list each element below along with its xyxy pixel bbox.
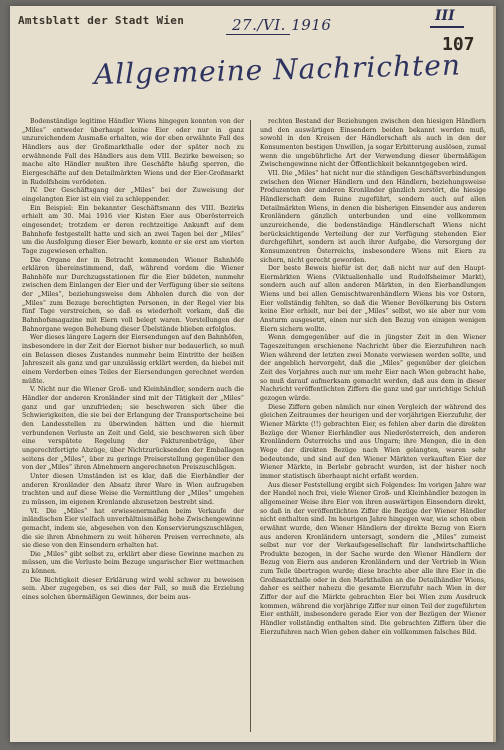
text-columns bbox=[10, 118, 496, 734]
paragraph: Ein Beispiel: Ein bekannter Geschäftsmann des VIII. Bezirks erhielt am 30. Mai 1916 vier Kisten Eier aus Oberösterreich eingesendet; trotzdem er deren rechtzeitige Ankunft auf dem Bahnhofe festgestellt hatte und sich an zwei Tagen bei der „Miles“ um die Ausfolgung dieser Eier bewarb, konnte er sie erst am vierten Tage zugewiesen erhalten. bbox=[22, 204, 244, 255]
paragraph: VII. Die „Miles“ hat nicht nur die ständigen Geschäftsverbindungen zwischen den Wiener Händlern und den Händlern, beziehungsweise Produzenten der anderen Kronländer gänzlich zerstört, die hiesige Händlerschaft dem Ruine zugeführt, sondern auch auf allen Detailmärkten Wiens, in denen die bisherigen Einsender aus anderen Kronländern gänzlich unterbunden und eine vollkommen unzureichende, die bodenständige Händlerschaft Wiens nicht berücksichtigende Verteilung der zur Verfügung stehenden Eier durchgeführt, sondern ist auch ihrer Aufgabe, die Versorgung der Konsumzentren Österreichs, insbesondere Wiens mit Eiern zu sichern, nicht gerecht geworden. bbox=[260, 169, 486, 264]
paragraph: Der beste Beweis hiefür ist der, daß nicht nur auf den Haupt-Eiermärkten Wiens (Viktualienhalle und Rudolfsheimer Markt), sondern auch auf allen anderen Märkten, in den Eierhandlungen Wiens und bei allen Gemischtwarenhändlern Wiens bis vor Ostern, Eier vollständig fehlten, so daß die Wiener Bevölkerung bis Ostern keine Eier erhielt, nur bei der „Miles“ selbst, wo sie aber nur vom Ansturm ausgesetzt, einen nur sich den Bezug von einigen wenigen Eiern sichern wollte. bbox=[260, 265, 486, 333]
paragraph: Die Richtigkeit dieser Erklärung wird wohl schwer zu beweisen sein. Aber zugegeben, es sei dies der Fall, so muß die Erzielung eines solchen übermäßigen Gewinnes, der beim aus- bbox=[22, 576, 244, 602]
paragraph: IV. Der Geschäftsgang der „Miles“ bei der Zuweisung der eingelangten Eier ist ein viel zu schleppender. bbox=[22, 187, 244, 203]
paragraph: Wenn demgegenüber auf die in jüngster Zeit in den Wiener Tageszeitungen erschienene Nachricht über die Eierzufuhren nach Wien während der letzten zwei Monate verwiesen werden sollte, und der angeblich hervorgeht, daß die „Miles“ gegenüber der gleichen Zeit des Vorjahres auch nur um mehr Eier nach Wien gebracht habe, so muß darauf aufmerksam gemacht werden, daß aus dem in dieser Nachricht veröffentlichten Ziffern die ganz und gar unrichtige Schluß gezogen würde. bbox=[260, 334, 486, 402]
paragraph: Bodenständige legitime Händler Wiens hingegen konnten von der „Miles“ entweder überhaupt keine Eier oder nur in ganz unzureichendem Ausmaße erhalten, wie der eben erwähnte Fall des Händlers aus der Großmarkthalle oder der später noch zu erwähnende Fall des Händlers aus dem VIII. Bezirke beweisen; so mache alte Händler mußten ihre Geschäfte häufig sperren, die Eiergeschäfte auf den Detailmärkten Wiens und der Eier-Großmarkt in Rudolfsheim verödeten. bbox=[22, 118, 244, 186]
left-column bbox=[22, 118, 244, 734]
paragraph: Die „Miles“ gibt selbst zu, erklärt aber diese Gewinne machen zu müssen, um die Verluste beim Bezuge ungarischer Eier wettmachen zu können. bbox=[22, 550, 244, 576]
volume-underline bbox=[430, 26, 464, 28]
volume-number: III bbox=[435, 8, 455, 24]
handwritten-title: Allgemeine Nachrichten bbox=[93, 48, 462, 91]
paragraph: Die Organe der in Betracht kommenden Wiener Bahnhöfe erklären übereinstimmend, daß, während vordem die Wiener Bahnhöfe nur Durchzugsstationen für die Eier bildeten, nunmehr zwischen dem Einlangen der Eier und der Verfügung über sie seitens der „Miles“, beziehungsweise dem Abholen durch die von der „Miles“ zum Bezuge berechtigten Personen, in der Regel vier bis fünf Tage verstreichen, so daß es wiederholt vorkam, daß die Bahnhofsmagazine mit Eiern voll belegt waren. Vorstellungen der Bahnorgane wegen Behebung dieser Übelstände blieben erfolglos. bbox=[22, 256, 244, 333]
paragraph: Wer dieses längere Lagern der Eiersendungen auf den Bahnhöfen, insbesondere in der Zeit der Eiernot bisher nur bedauerlich, so muß ein Belassen dieses Zustandes nunmehr beim Eintritte der heißen Jahreszeit als ganz und gar unzulässig erklärt werden, da hiebei mit einem Verderben eines Teiles der Eiersendungen gerechnet werden müßte. bbox=[22, 334, 244, 385]
paragraph: Unter diesen Umständen ist es klar, daß die Eierhändler der anderen Kronländer den Absatz ihrer Ware in Wien aufzugeben trachten und auf diese Weise die Vermittlung der „Miles“ umgehen zu müssen, im eigenen Kronlande abzusetzen bestrebt sind. bbox=[22, 472, 244, 506]
paragraph: VI. Die „Miles“ hat erwiesenermaßen beim Verkaufe der inländischen Eier vielfach unverhältnismäßig hohe Zwischengewinne gemacht, indem sie, abgesehen von den Konservierungszuschlägen, die sie ihren Abnehmern zu weit höheren Preisen verrechnete, als sie diese von den Einsendern erhalten hat. bbox=[22, 507, 244, 550]
masthead: Amtsblatt der Stadt Wien bbox=[18, 14, 185, 27]
page-header bbox=[10, 6, 496, 116]
right-column bbox=[260, 118, 486, 734]
column-divider bbox=[250, 120, 251, 732]
page-number: 107 bbox=[442, 34, 475, 55]
date-underline bbox=[226, 34, 290, 35]
paragraph: Diese Ziffern geben nämlich nur einen Vergleich der während des gleichen Zeitraumes der heurigen und der vorjährigen Eierzufuhr, der Wiener Märkte (!!) gebrachten Eier, es fehlen aber darin die direkten Bezüge der Wiener Eierhändler aus Niederösterreich, den anderen Kronländern Österreichs und aus Ungarn; ihre Mengen, die in den Wege der direkten Bezüge nach Wien gelangten, waren sehr bedeutende, und sind auf den Wiener Märkten verkauften Eier der Wiener Märkte, in Berlebr gebracht wurden, ist der bisher noch immer statistisch überhaupt nicht erfaßt worden. bbox=[260, 403, 486, 480]
paragraph: Aus dieser Feststellung ergibt sich Folgendes: Im vorigen Jahre war der Handel noch frei, viele Wiener Groß- und Kleinhändler bezogen in allgemeiner Weise ihre Eier von ihren auswärtigen Einsendern direkt, so daß in der veröffentlichten Ziffer die Bezüge der Wiener Händler nicht enthalten sind. Im heurigen Jahre hingegen war, wie schon oben erwähnt wurde, den Wiener Händlern der direkte Bezug von Eiern aus anderen Kronländern untersagt, sondern die „Miles“ zumeist selbst nur vor der Verkaufsgesellschaft für landwirtschaftliche Produkte bezogen, in der Sache wurde den Wiener Händlern der Bezug von Eiern aus anderen Kronländern und der Vertrieb in Wien zum Teile übertragen wurde; diese brachte aber alle ihre Eier in die Großmarkthalle oder in den Markthallen an die Detailhändler Wiens, daher es seither nahezu die gesamte Eierzufuhr nach Wien in der Ziffer der auf die Märkte gebrachten Eier bei Wien zum Ausdruck kommen, während die vorjährige Ziffer nur einen Teil der zugeführten Eier enthält, insbesondere gerade Eier von der Bezügen der Wiener Händler vollständig enthalten sind. Die gebrachten Ziffern über die Eierzufuhren nach Wien geben daher ein vollkommen falsches Bild. bbox=[260, 481, 486, 636]
paragraph: rechten Bestand der Beziehungen zwischen den hiesigen Händlern und den auswärtigen Einsendern beiden bekannt werden muß, sowohl in den Kreisen der Händlerschaft als auch in den der Konsumenten bestigen Unwillen, ja sogar Erbitterung auslösen, zumal wenn die ungebührliche Art der Verwendung dieser übermäßigen Zwischengewinne nicht der Öffentlichkeit bekanntgegeben wird. bbox=[260, 118, 486, 169]
page-edge bbox=[493, 6, 496, 742]
document-page bbox=[10, 6, 496, 742]
paragraph: V. Nicht nur die Wiener Groß- und Kleinhändler, sondern auch die Händler der anderen Kronländer sind mit der Tätigkeit der „Miles“ ganz und gar unzufrieden; sie beschweren sich über die Schwierigkeiten, die sie bei der Erlangung der Transportscheine bei den Landesstellen zu überwinden hätten und die hiermit verbundenen Verluste an Zeit und Geld, sie beschweren sich über eine verspätete Regelung der Fakturenbeträge, über ungerechtfertigte Abzüge, über Nichtzurücksenden der Emballagen seitens der „Miles“, über zu geringe Preiserstellung gegenüber den von der „Miles“ ihren Abnehmern angerechneten Preiszuschlägen. bbox=[22, 386, 244, 472]
handwritten-date: 27./VI. 1916 bbox=[232, 16, 332, 34]
